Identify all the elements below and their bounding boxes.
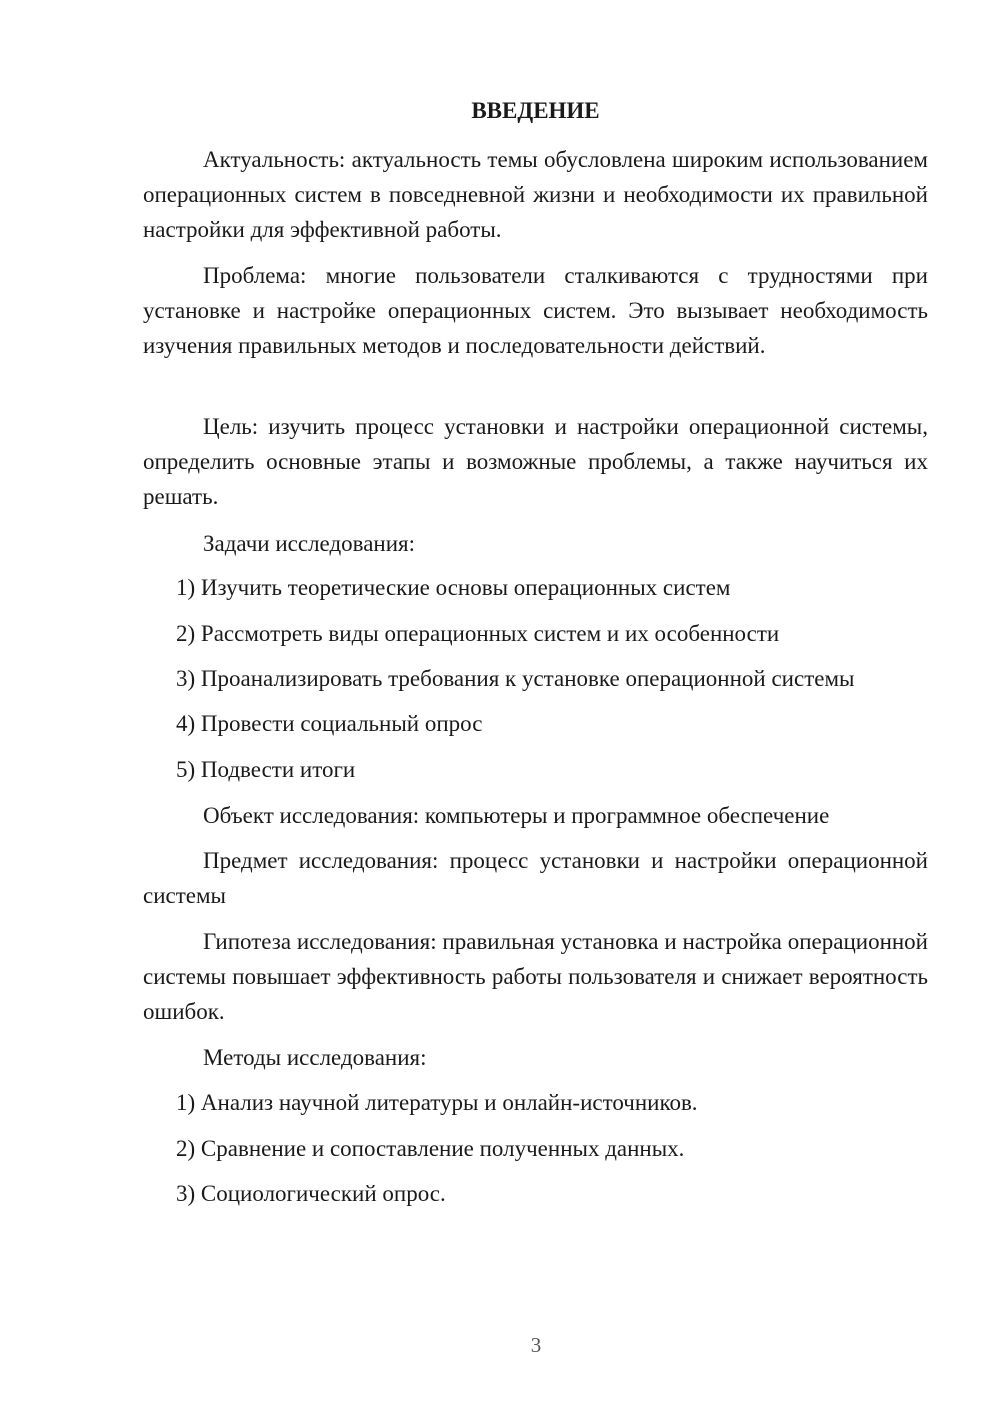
goal-paragraph: Цель: изучить процесс установки и настройки операционной системы, определить основные этапы и возможные проблемы, а также научиться их решать. <box>143 414 928 509</box>
page-title: ВВЕДЕНИЕ <box>471 98 600 123</box>
method-item: 2) Сравнение и сопоставление полученных данных. <box>176 1136 685 1161</box>
problem-paragraph: Проблема: многие пользователи сталкиваются с трудностями при установке и настройке операционных систем. Это вызывает необходимость изучения правильных методов и последовательности действий. <box>143 263 928 358</box>
task-item: 1) Изучить теоретические основы операционных систем <box>176 575 731 600</box>
task-item: 3) Проанализировать требования к установке операционной системы <box>176 666 855 691</box>
relevance-paragraph: Актуальность: актуальность темы обусловлена широким использованием операционных систем в повседневной жизни и необходимости их правильной настройки для эффективной работы. <box>143 147 928 242</box>
method-item: 1) Анализ научной литературы и онлайн-источников. <box>176 1090 698 1115</box>
object-paragraph: Объект исследования: компьютеры и программное обеспечение <box>203 803 830 828</box>
methods-title: Методы исследования: <box>203 1045 427 1070</box>
hypothesis-paragraph: Гипотеза исследования: правильная установка и настройка операционной системы повышает эффективность работы пользователя и снижает вероятность ошибок. <box>143 929 928 1024</box>
method-item: 3) Социологический опрос. <box>176 1181 446 1206</box>
task-item: 5) Подвести итоги <box>176 757 356 782</box>
page-number: 3 <box>530 1333 542 1357</box>
task-item: 4) Провести социальный опрос <box>176 711 483 736</box>
task-item: 2) Рассмотреть виды операционных систем и их особенности <box>176 621 780 646</box>
tasks-title: Задачи исследования: <box>203 531 416 556</box>
subject-paragraph: Предмет исследования: процесс установки и настройки операционной системы <box>143 848 928 908</box>
